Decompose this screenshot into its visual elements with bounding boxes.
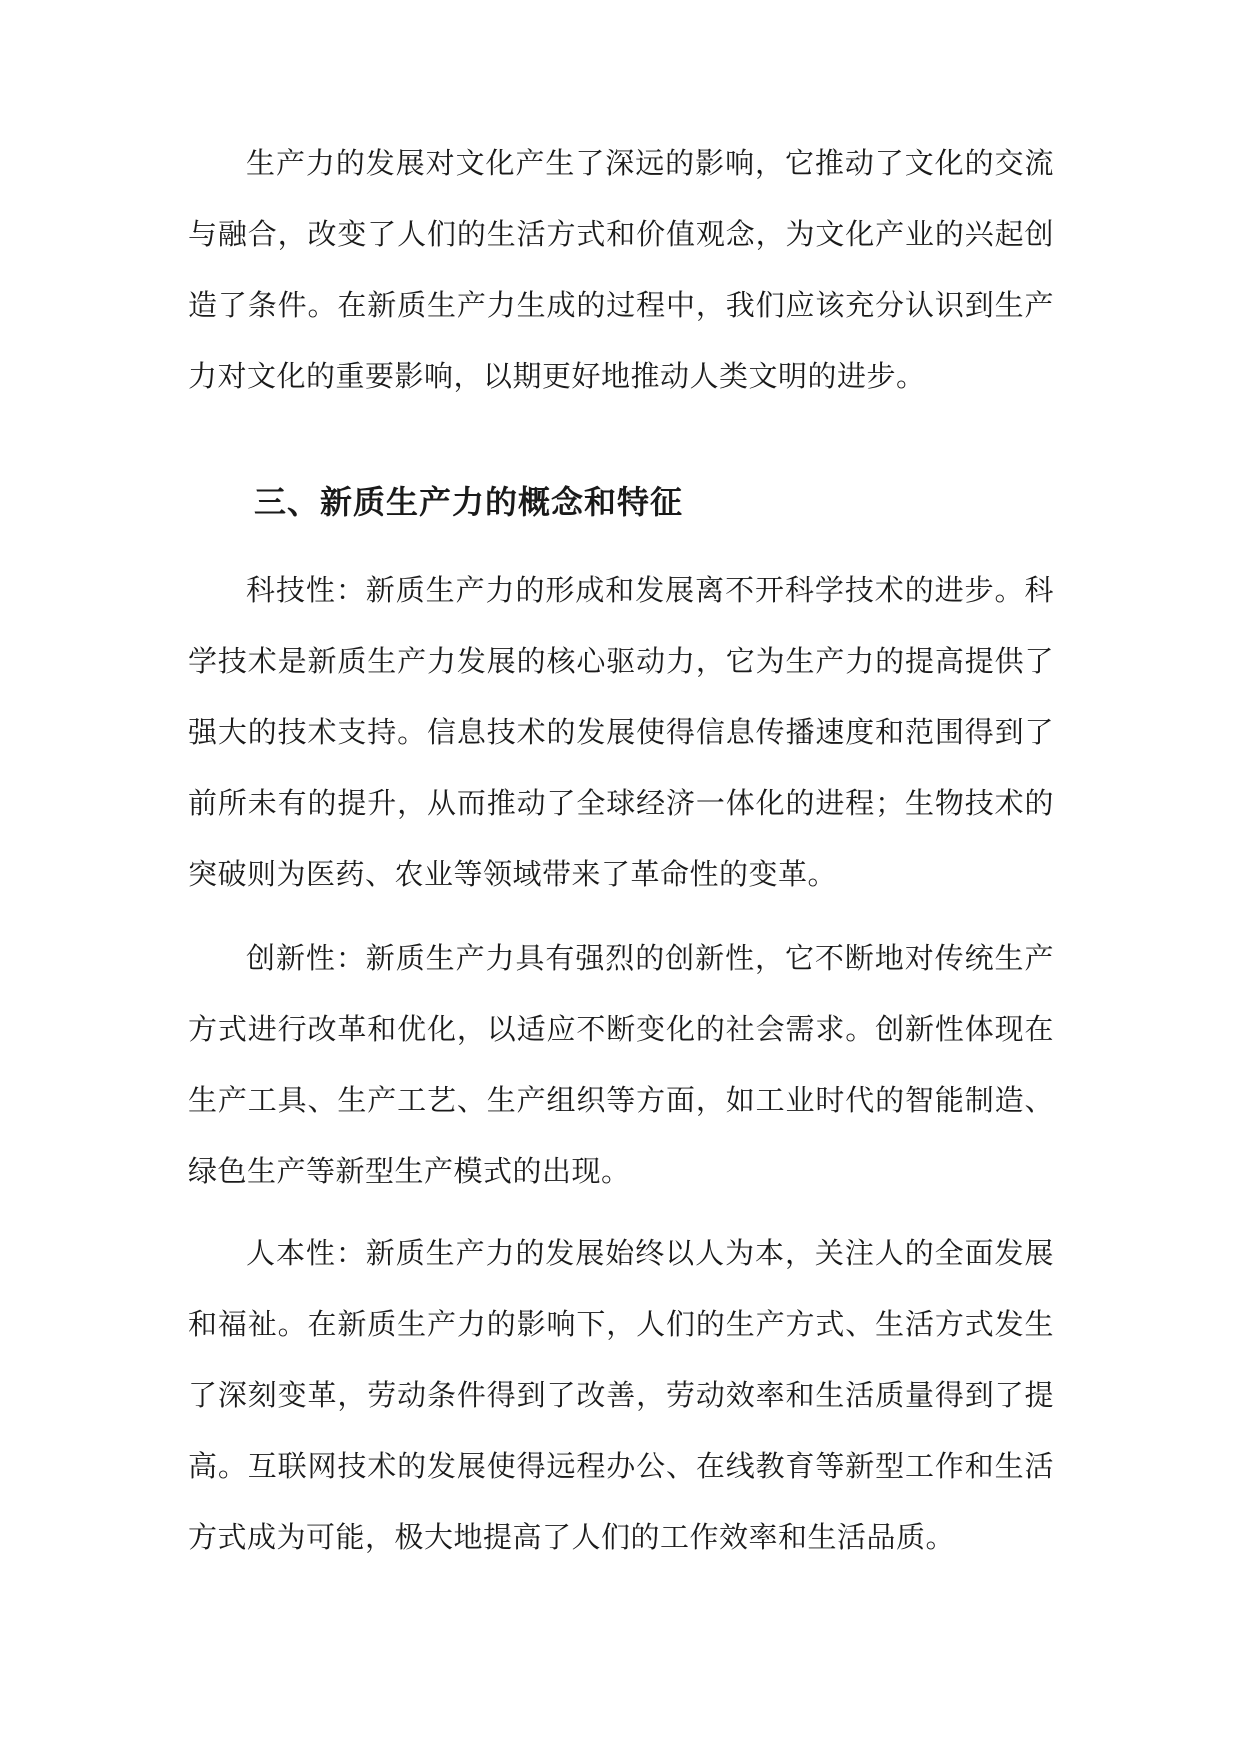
paragraph-technology [188,555,1054,910]
paragraph-text: 创新性：新质生产力具有强烈的创新性，它不断地对传统生产方式进行改革和优化，以适应不断变化的社会需求。创新性体现在生产工具、生产工艺、生产组织等方面，如工业时代的智能制造、绿色生产等新型生产模式的出现。 [188,941,1054,1188]
paragraph-text: 生产力的发展对文化产生了深远的影响，它推动了文化的交流与融合，改变了人们的生活方式和价值观念，为文化产业的兴起创造了条件。在新质生产力生成的过程中，我们应该充分认识到生产力对文化的重要影响，以期更好地推动人类文明的进步。 [188,146,1054,393]
section-heading: 三、新质生产力的概念和特征 [254,483,684,521]
paragraph-text: 科技性：新质生产力的形成和发展离不开科学技术的进步。科学技术是新质生产力发展的核心驱动力，它为生产力的提高提供了强大的技术支持。信息技术的发展使得信息传播速度和范围得到了前所未有的提升，从而推动了全球经济一体化的进程；生物技术的突破则为医药、农业等领域带来了革命性的变革。 [188,573,1054,891]
paragraph-innovation [188,923,1054,1207]
paragraph-human-centered [188,1218,1054,1573]
paragraph-culture-impact [188,128,1054,412]
paragraph-text: 人本性：新质生产力的发展始终以人为本，关注人的全面发展和福祉。在新质生产力的影响下，人们的生产方式、生活方式发生了深刻变革，劳动条件得到了改善，劳动效率和生活质量得到了提高。互联网技术的发展使得远程办公、在线教育等新型工作和生活方式成为可能，极大地提高了人们的工作效率和生活品质。 [188,1236,1054,1554]
